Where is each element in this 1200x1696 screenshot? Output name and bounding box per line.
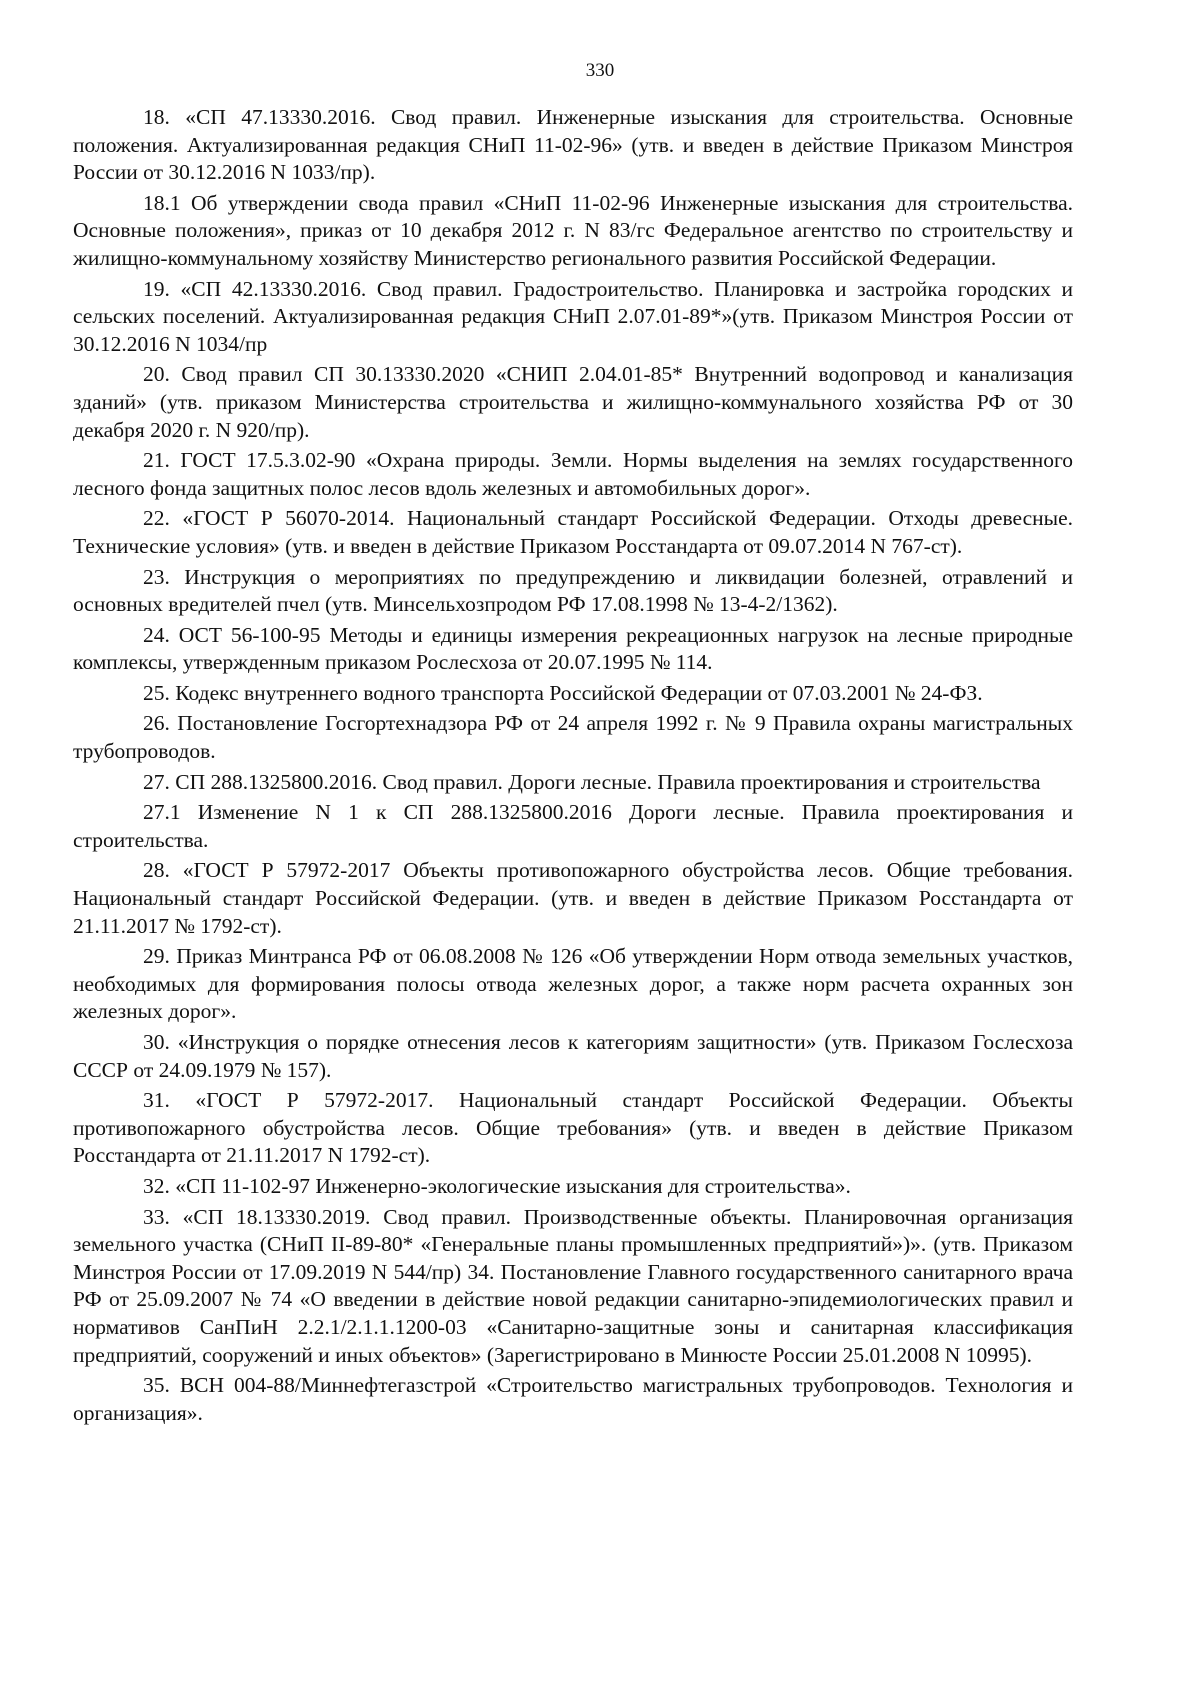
- reference-item: 18.1 Об утверждении свода правил «СНиП 11-02-96 Инженерные изыскания для строительства. Основные положения», приказ от 10 декабря 2012 г. N 83/гс Федеральное агентство по строительству и жилищно-коммунальному хозяйству Министерство регионального развития Российской Федерации.: [73, 190, 1073, 270]
- reference-item: 30. «Инструкция о порядке отнесения лесов к категориям защитности» (утв. Приказом Гослесхоза СССР от 24.09.1979 № 157).: [73, 1030, 1073, 1082]
- reference-item: 32. «СП 11-102-97 Инженерно-экологические изыскания для строительства».: [143, 1173, 851, 1198]
- reference-item: 28. «ГОСТ Р 57972-2017 Объекты противопожарного обустройства лесов. Общие требования. Национальный стандарт Российской Федерации. (утв. и введен в действие Приказом Росстандарта от 21.11.2017 № 1792-ст).: [73, 858, 1073, 938]
- references-list: [73, 104, 1073, 1430]
- reference-item: 29. Приказ Минтранса РФ от 06.08.2008 № 126 «Об утверждении Норм отвода земельных участков, необходимых для формирования полосы отвода железных дорог, а также норм расчета охранных зон железных дорог».: [73, 944, 1073, 1024]
- reference-item: 22. «ГОСТ Р 56070-2014. Национальный стандарт Российской Федерации. Отходы древесные. Технические условия» (утв. и введен в действие Приказом Росстандарта от 09.07.2014 N 767-ст).: [73, 506, 1073, 558]
- reference-item: 24. ОСТ 56-100-95 Методы и единицы измерения рекреационных нагрузок на лесные природные комплексы, утвержденным приказом Рослесхоза от 20.07.1995 № 114.: [73, 622, 1073, 675]
- reference-item: 27.1 Изменение N 1 к СП 288.1325800.2016 Дороги лесные. Правила проектирования и строительства.: [73, 800, 1073, 852]
- reference-item: 21. ГОСТ 17.5.3.02-90 «Охрана природы. Земли. Нормы выделения на землях государственного лесного фонда защитных полос лесов вдоль железных и автомобильных дорог».: [73, 448, 1073, 500]
- reference-item: 18. «СП 47.13330.2016. Свод правил. Инженерные изыскания для строительства. Основные положения. Актуализированная редакция СНиП 11-02-96» (утв. и введен в действие Приказом Минстроя России от 30.12.2016 N 1033/пр).: [73, 105, 1073, 185]
- reference-item: 20. Свод правил СП 30.13330.2020 «СНИП 2.04.01-85* Внутренний водопровод и канализация зданий» (утв. приказом Министерства строительства и жилищно-коммунального хозяйства РФ от 30 декабря 2020 г. N 920/пр).: [73, 362, 1073, 442]
- reference-item: 19. «СП 42.13330.2016. Свод правил. Градостроительство. Планировка и застройка городских и сельских поселений. Актуализированная редакция СНиП 2.07.01-89*»(утв. Приказом Минстроя России от 30.12.2016 N 1034/пр: [73, 276, 1073, 356]
- page-number: 330: [585, 60, 615, 81]
- reference-item: 31. «ГОСТ Р 57972-2017. Национальный стандарт Российской Федерации. Объекты противопожарного обустройства лесов. Общие требования» (утв. и введен в действие Приказом Росстандарта от 21.11.2017 N 1792-ст).: [73, 1088, 1073, 1168]
- reference-item: 26. Постановление Госгортехнадзора РФ от 24 апреля 1992 г. № 9 Правила охраны магистральных трубопроводов.: [73, 711, 1073, 764]
- reference-item: 33. «СП 18.13330.2019. Свод правил. Производственные объекты. Планировочная организация земельного участка (СНиП II-89-80* «Генеральные планы промышленных предприятий»)». (утв. Приказом Минстроя России от 17.09.2019 N 544/пр) 34. Постановление Главного государственного санитарного врача РФ от 25.09.2007 № 74 «О введении в действие новой редакции санитарно-эпидемиологических правил и нормативов СанПиН 2.2.1/2.1.1.1200-03 «Санитарно-защитные зоны и санитарная классификация предприятий, сооружений и иных объектов» (Зарегистрировано в Минюсте России 25.01.2008 N 10995).: [73, 1204, 1073, 1367]
- reference-item: 27. СП 288.1325800.2016. Свод правил. Дороги лесные. Правила проектирования и строительства: [143, 769, 1041, 794]
- reference-item: 25. Кодекс внутреннего водного транспорта Российской Федерации от 07.03.2001 № 24-ФЗ.: [143, 680, 983, 705]
- reference-item: 35. ВСН 004-88/Миннефтегазстрой «Строительство магистральных трубопроводов. Технология и организация».: [73, 1373, 1073, 1425]
- reference-item: 23. Инструкция о мероприятиях по предупреждению и ликвидации болезней, отравлений и основных вредителей пчел (утв. Минсельхозпродом РФ 17.08.1998 № 13-4-2/1362).: [73, 564, 1073, 617]
